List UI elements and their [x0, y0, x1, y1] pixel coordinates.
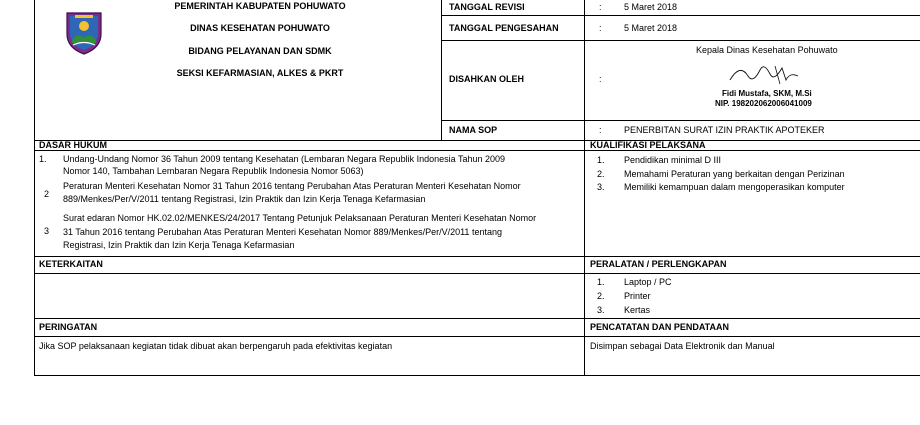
colon: :: [599, 2, 602, 12]
signature-image: [720, 58, 810, 88]
peralatan-item: Laptop / PC: [624, 277, 672, 287]
pohuwato-logo: [63, 10, 105, 56]
peralatan-item: Kertas: [624, 305, 651, 315]
org-line-4: SEKSI KEFARMASIAN, ALKES & PKRT: [176, 68, 344, 78]
org-line-3: BIDANG PELAYANAN DAN SDMK: [188, 46, 332, 56]
dasar-hukum-num: 3: [44, 226, 50, 236]
peralatan-title: PERALATAN / PERLENGKAPAN: [590, 259, 727, 269]
peralatan-item: Printer: [624, 291, 651, 301]
dasar-hukum-line: 889/Menkes/Per/V/2011 tentang Registrasi, Izin Praktik dan Izin Kerja Tenaga Kefarmasian: [63, 194, 426, 204]
colon: :: [599, 125, 602, 135]
pencatatan-text: Disimpan sebagai Data Elektronik dan Manual: [590, 341, 775, 351]
dasar-hukum-line: Surat edaran Nomor HK.02.02/MENKES/24/2017 Tentang Petunjuk Pelaksanaan Peraturan Menteri Kesehatan Nomor: [63, 213, 537, 223]
kualifikasi-title: KUALIFIKASI PELAKSANA: [590, 140, 706, 150]
signer-nip: NIP. 198202062006041009: [715, 99, 812, 108]
dasar-hukum-num: 1.: [39, 154, 47, 164]
nama-sop-label: NAMA SOP: [449, 125, 498, 135]
colon: :: [599, 23, 602, 33]
peringatan-title: PERINGATAN: [39, 322, 98, 332]
tanggal-pengesahan-label: TANGGAL PENGESAHAN: [449, 23, 559, 33]
peralatan-num: 3.: [597, 305, 605, 315]
dasar-hukum-line: 31 Tahun 2016 tentang Perubahan Atas Peraturan Menteri Kesehatan Nomor 889/Menkes/Per/V/2011 tentang: [63, 227, 502, 237]
signer-name: Fidi Mustafa, SKM, M.Si: [722, 89, 812, 98]
peringatan-text: Jika SOP pelaksanaan kegiatan tidak dibuat akan berpengaruh pada efektivitas kegiatan: [39, 341, 393, 351]
kualifikasi-num: 3.: [597, 182, 605, 192]
dasar-hukum-line: Undang-Undang Nomor 36 Tahun 2009 tentang Kesehatan (Lembaran Negara Republik Indonesia Tahun 2009: [63, 154, 505, 164]
nama-sop-value: PENERBITAN SURAT IZIN PRAKTIK APOTEKER: [624, 125, 825, 135]
signer-title: Kepala Dinas Kesehatan Pohuwato: [696, 45, 838, 55]
peralatan-num: 2.: [597, 291, 605, 301]
dasar-hukum-title: DASAR HUKUM: [39, 140, 107, 150]
disahkan-oleh-label: DISAHKAN OLEH: [449, 74, 525, 84]
dasar-hukum-line: Peraturan Menteri Kesehatan Nomor 31 Tahun 2016 tentang Perubahan Atas Peraturan Menteri Kesehatan Nomor: [63, 181, 521, 191]
kualifikasi-item: Memiliki kemampuan dalam mengoperasikan komputer: [624, 182, 845, 192]
peralatan-num: 1.: [597, 277, 605, 287]
kualifikasi-item: Memahami Peraturan yang berkaitan dengan Perizinan: [624, 169, 845, 179]
kualifikasi-item: Pendidikan minimal D III: [624, 155, 722, 165]
org-line-2: DINAS KESEHATAN POHUWATO: [190, 23, 330, 33]
pencatatan-title: PENCATATAN DAN PENDATAAN: [590, 322, 729, 332]
tanggal-revisi-label: TANGGAL REVISI: [449, 2, 525, 12]
tanggal-revisi-value: 5 Maret 2018: [624, 2, 678, 12]
dasar-hukum-line: Registrasi, Izin Praktik dan Izin Kerja Tenaga Kefarmasian: [63, 240, 295, 250]
org-line-1: PEMERINTAH KABUPATEN POHUWATO: [174, 1, 346, 11]
kualifikasi-num: 1.: [597, 155, 605, 165]
keterkaitan-title: KETERKAITAN: [39, 259, 103, 269]
kualifikasi-num: 2.: [597, 169, 605, 179]
tanggal-pengesahan-value: 5 Maret 2018: [624, 23, 678, 33]
dasar-hukum-line: Nomor 140, Tambahan Lembaran Negara Republik Indonesia Nomor 5063): [63, 166, 364, 176]
dasar-hukum-num: 2: [44, 189, 50, 199]
colon: :: [599, 74, 602, 84]
